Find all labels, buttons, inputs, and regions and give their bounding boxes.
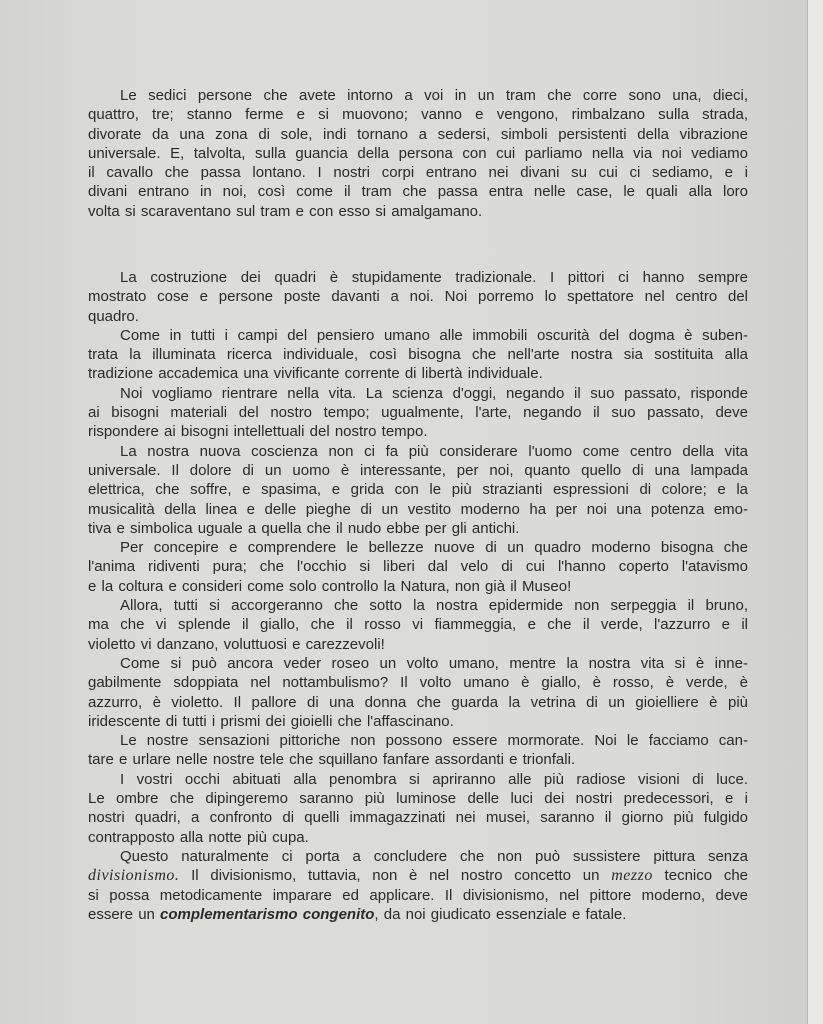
paragraph: [88, 770, 748, 847]
text-line: Le sedici persone che avete intorno a voi in un tram che corre sono una, dieci,: [120, 87, 748, 104]
text-line: La costruzione dei quadri è stupidamente tradizionale. I pittori ci hanno sempre: [120, 269, 748, 286]
section-intro: [88, 86, 748, 221]
text-line: Per concepire e comprendere le bellezze nuove di un quadro moderno bisogna che: [120, 539, 748, 557]
text-line: l'anima ridiventi pura; che l'occhio si liberi dal velo di cui l'hanno coperto l'atavismo: [88, 558, 748, 576]
text-line: Le ombre che dipingeremo saranno più luminose delle luci dei nostri predecessori, e i: [88, 790, 748, 808]
text-line: Come in tutti i campi del pensiero umano alle immobili oscurità del dogma è suben-: [120, 326, 748, 344]
text-line: azzurro, è violetto. Il pallore di una donna che guarda la vetrina di un gioielliere è più: [88, 693, 748, 711]
emphasized-text: complementarismo congenito: [160, 905, 375, 923]
text-line: quadro.: [88, 307, 139, 325]
text-line: e la coltura e consideri come solo controllo la Natura, non già il Museo!: [88, 577, 572, 595]
paragraph: [88, 538, 748, 596]
text-line: contrapposto alla notte più cupa.: [88, 828, 309, 846]
text-line: tiva e simbolica uguale a quella che il nudo ebbe per gli antichi.: [88, 519, 520, 537]
text-line: Questo naturalmente ci porta a concludere che non può sussistere pittura senza: [120, 847, 748, 865]
paragraph: [88, 596, 748, 654]
text-line: ma che vi splende il giallo, che il rosso vi fiammeggia, e che il verde, l'azzurro e il: [88, 616, 748, 634]
text-line: gabilmente sdoppiata nel nottambulismo? Il volto umano è giallo, è rosso, è verde, è: [88, 674, 748, 692]
text-line: rispondere ai bisogni intellettuali del nostro tempo.: [88, 423, 428, 441]
text-segment: , da noi giudicato essenziale e fatale.: [374, 905, 627, 923]
text-line: I vostri occhi abituati alla penombra si apriranno alle più radiose visioni di luce.: [120, 770, 748, 788]
text-line: mostrato cose e persone poste davanti a noi. Noi porremo lo spettatore nel centro del: [88, 288, 748, 306]
text-line: si possa metodicamente imparare ed applicare. Il divisionismo, nel pittore moderno, deve: [88, 886, 748, 904]
text-line: ai bisogni materiali del nostro tempo; ugualmente, l'arte, negando il suo passato, deve: [88, 404, 748, 422]
paragraph: [88, 442, 748, 538]
emphasized-text: divisionismo.: [88, 867, 180, 885]
text-line: Noi vogliamo rientrare nella vita. La scienza d'oggi, negando il suo passato, risponde: [120, 384, 748, 402]
text-line: Come si può ancora veder roseo un volto umano, mentre la nostra vita si è inne-: [120, 654, 748, 672]
paragraph: [88, 326, 748, 384]
emphasized-text: mezzo: [611, 867, 653, 885]
text-line: tare e urlare nelle nostre tele che squillano fanfare assordanti e trionfali.: [88, 751, 576, 769]
text-line: quattro, tre; stanno ferme e si muovono; vanno e vengono, rimbalzano sulla strada,: [88, 106, 748, 124]
text-line: [88, 866, 748, 885]
paragraph: [88, 86, 748, 221]
page-edge: [807, 0, 823, 1024]
paragraph: [88, 654, 748, 731]
text-line: nostri quadri, a confronto di quelli immagazzinati nei musei, saranno il giorno più fulgido: [88, 809, 748, 827]
text-line: divani entrano in noi, così come il tram che passa entra nelle case, le quali alla loro: [88, 183, 748, 201]
text-line: trata la illuminata ricerca individuale, così bisogna che nell'arte nostra sia sostituita alla: [88, 346, 748, 364]
text-segment: essere un: [88, 905, 161, 923]
text-line: universale. E, talvolta, sulla guancia della persona con cui parliamo nella via noi vediamo: [88, 144, 748, 162]
paragraph: [88, 268, 748, 326]
paragraph: [88, 731, 748, 770]
text-line: Le nostre sensazioni pittoriche non possono essere mormorate. Noi le facciamo can-: [120, 732, 748, 750]
section-main: [88, 268, 748, 924]
text-segment: Il divisionismo, tuttavia, non è nel nostro concetto un: [179, 867, 612, 885]
text-line: tradizione accademica una vivificante corrente di libertà individuale.: [88, 365, 543, 383]
text-line: [88, 905, 748, 924]
text-line: Allora, tutti si accorgeranno che sotto la nostra epidermide non serpeggia il bruno,: [120, 597, 748, 615]
paragraph: [88, 384, 748, 442]
text-line: divorate da una zona di sole, indi tornano a sedersi, simboli persistenti della vibrazione: [88, 125, 748, 143]
text-line: elettrica, che soffre, e spasima, e grida con le più strazianti espressioni di colore; e la: [88, 481, 748, 499]
text-segment: tecnico che: [652, 867, 749, 885]
text-line: universale. Il dolore di un uomo è interessante, per noi, quanto quello di una lampada: [88, 461, 748, 479]
text-line: il cavallo che passa lontano. I nostri corpi entrano nei divani su cui ci sediamo, e i: [88, 164, 748, 182]
text-line: iridescente di tutti i prismi dei gioielli che l'affascinano.: [88, 712, 454, 730]
text-line: musicalità della linea e delle pieghe di un vestito moderno ha per noi una potenza emo-: [88, 500, 748, 518]
paragraph: [88, 847, 748, 924]
text-line: La nostra nuova coscienza non ci fa più considerare l'uomo come centro della vita: [120, 442, 748, 460]
text-line: violetto vi danzano, voluttuosi e carezzevoli!: [88, 635, 385, 653]
text-line: volta si scaraventano sul tram e con esso si amalgamano.: [88, 202, 483, 220]
